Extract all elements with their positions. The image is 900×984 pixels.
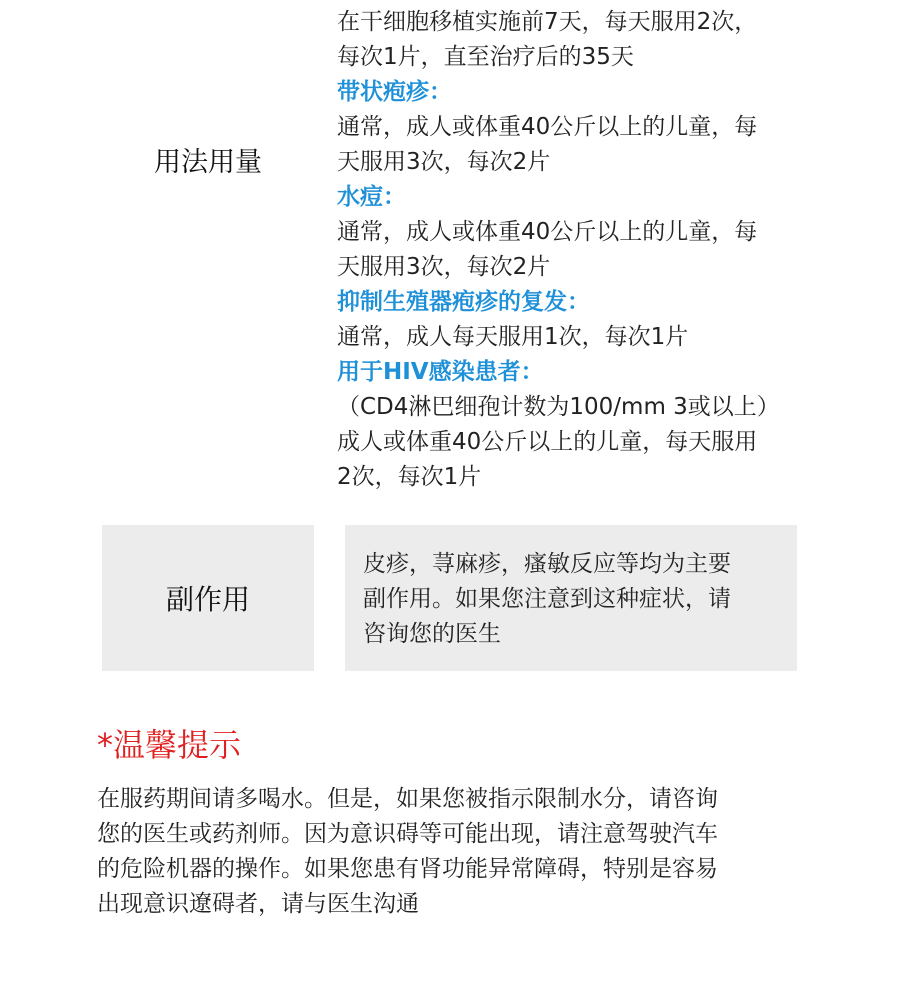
- tips-body: [97, 782, 817, 922]
- usage-line: 成人或体重40公斤以上的儿童，每天服用: [337, 429, 758, 455]
- usage-line: 天服用3次，每次2片: [337, 149, 551, 175]
- side-effects-label: 副作用: [102, 525, 314, 671]
- side-effects-content: [345, 525, 797, 671]
- usage-dosage-label: 用法用量: [154, 146, 262, 178]
- usage-line: 2次，每次1片: [337, 464, 482, 490]
- usage-line: 每次1片，直至治疗后的35天: [337, 44, 634, 70]
- side-effects-line: 皮疹，荨麻疹，瘙敏反应等均为主要: [363, 551, 731, 577]
- usage-dosage-content: [337, 5, 817, 495]
- usage-heading-chickenpox: 水痘：: [337, 184, 406, 210]
- usage-line: 在干细胞移植实施前7天，每天服用2次，: [337, 9, 758, 35]
- usage-line: 通常，成人每天服用1次，每次1片: [337, 324, 689, 350]
- side-effects-line: 咨询您的医生: [363, 621, 501, 647]
- usage-heading-genital-herpes: 抑制生殖器疱疹的复发：: [337, 289, 590, 315]
- tips-line: 的危险机器的操作。如果您患有肾功能异常障碍，特别是容易: [97, 856, 718, 882]
- usage-line: 通常，成人或体重40公斤以上的儿童，每: [337, 114, 758, 140]
- side-effects-line: 副作用。如果您注意到这种症状，请: [363, 586, 731, 612]
- tips-line: 出现意识遼碍者，请与医生沟通: [97, 891, 419, 917]
- tips-line: 在服药期间请多喝水。但是，如果您被指示限制水分，请咨询: [97, 786, 718, 812]
- usage-line: 通常，成人或体重40公斤以上的儿童，每: [337, 219, 758, 245]
- usage-line: （CD4淋巴细孢计数为100/mm 3或以上）: [337, 394, 780, 420]
- usage-line: 天服用3次，每次2片: [337, 254, 551, 280]
- usage-heading-shingles: 带状疱疹：: [337, 79, 452, 105]
- tips-line: 您的医生或药剂师。因为意识碍等可能出现，请注意驾驶汽车: [97, 821, 718, 847]
- tips-title: *温馨提示: [97, 726, 242, 764]
- usage-heading-hiv: 用于HIV感染患者：: [337, 359, 544, 385]
